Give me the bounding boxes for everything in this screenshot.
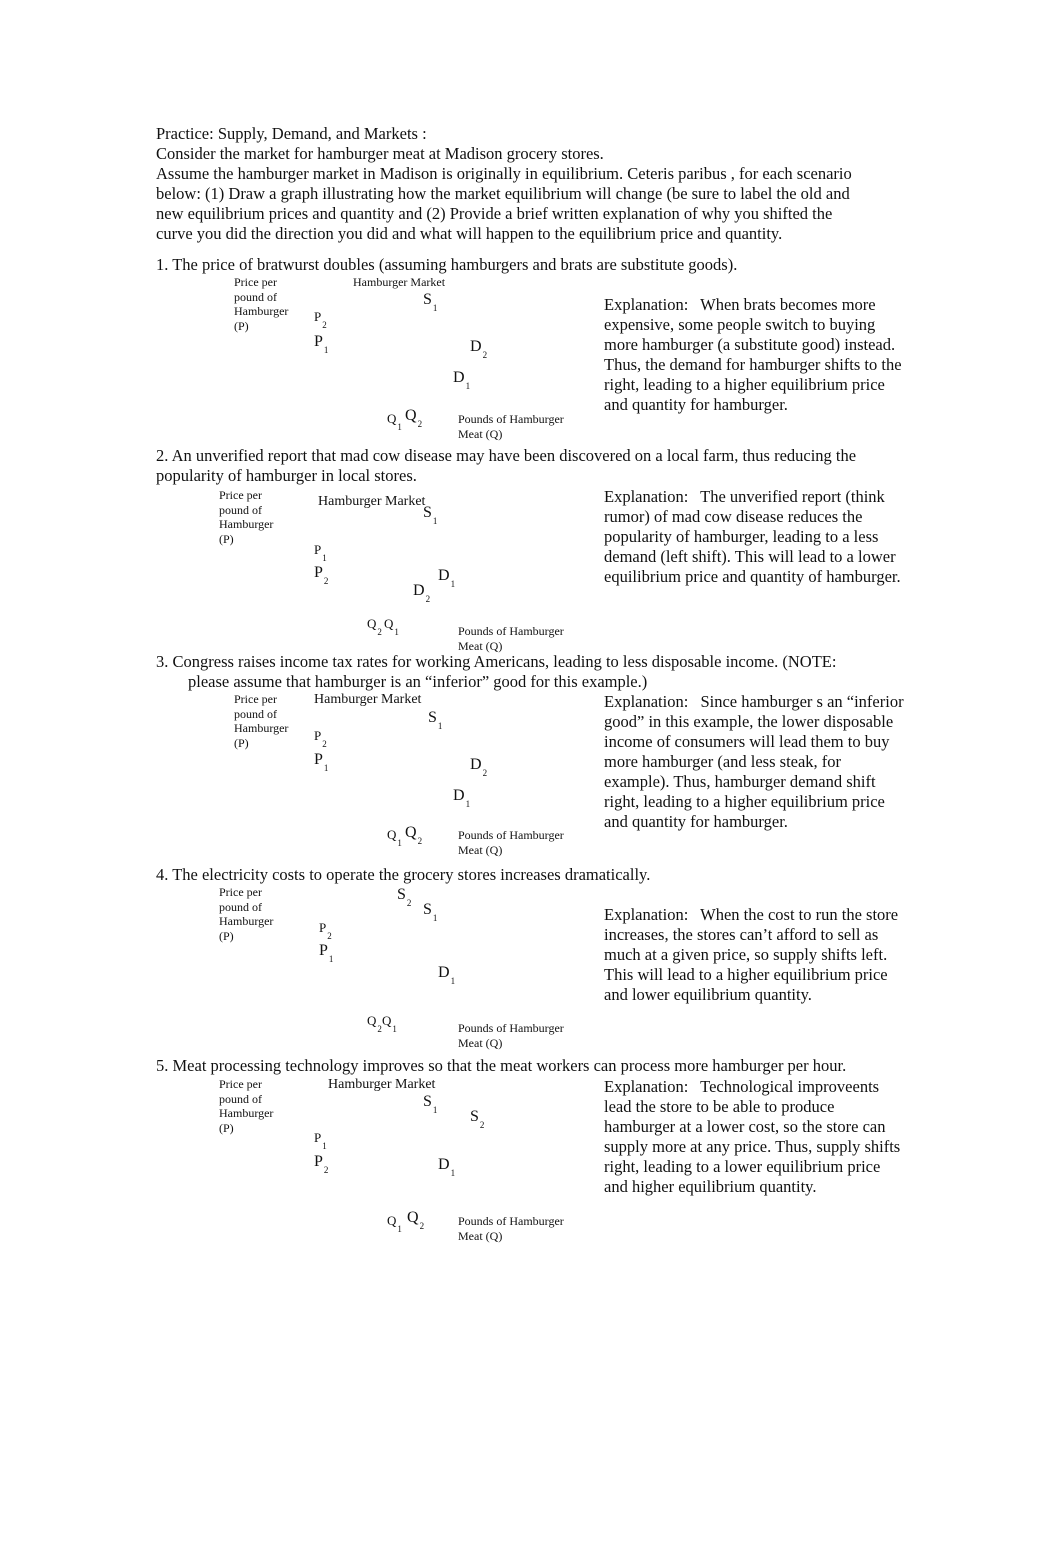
price-axis-label: Price per pound of Hamburger (P)	[219, 488, 274, 546]
supply-label-s1: $S_1$	[423, 901, 438, 923]
demand-label-d2: $D_2$	[470, 338, 488, 360]
question-1-prompt: 1. The price of bratwurst doubles (assuming hamburgers and brats are substitute goods).	[156, 255, 738, 274]
quantity-label-q1: $Q_1$	[387, 1213, 402, 1234]
intro-line-2: Assume the hamburger market in Madison is originally in equilibrium. Ceteris paribus , for each scenario	[156, 164, 852, 183]
intro-line-3: below: (1) Draw a graph illustrating how the market equilibrium will change (be sure to label the old and	[156, 184, 850, 203]
price-label-p2: $P_2$	[314, 309, 327, 330]
graph-title: Hamburger Market	[318, 494, 426, 509]
question-1-explanation: Explanation: When brats becomes more expensive, some people switch to buying more hamburger (a substitute good) instead. Thus, the demand for hamburger shifts to the right, leading to a higher equilibrium price and quantity for hamburger.	[604, 295, 902, 414]
quantity-axis-label: Pounds of Hamburger Meat (Q)	[458, 412, 564, 441]
price-axis-label: Price per pound of Hamburger (P)	[219, 885, 274, 943]
graph-title: Hamburger Market	[328, 1077, 436, 1092]
quantity-label-q1: $Q_1$	[384, 616, 399, 637]
price-label-p1: $P_1$	[314, 542, 327, 563]
quantity-axis-label: Pounds of Hamburger Meat (Q)	[458, 624, 564, 653]
question-4-prompt: 4. The electricity costs to operate the grocery stores increases dramatically.	[156, 865, 651, 884]
price-label-p2: $P_2$	[314, 564, 329, 586]
question-3-prompt-line-1: 3. Congress raises income tax rates for working Americans, leading to less disposable income. (NOTE:	[156, 652, 837, 671]
quantity-label-q2: $Q_2$	[407, 1209, 425, 1231]
price-label-p1: $P_1$	[314, 751, 329, 773]
question-2-prompt-line-2: popularity of hamburger in local stores.	[156, 466, 417, 485]
quantity-label-q2: $Q_2$	[405, 407, 423, 429]
supply-label-s1: $S_1$	[423, 504, 438, 526]
quantity-label-q1: $Q_1$	[387, 827, 402, 848]
demand-label-d1: $D_1$	[453, 369, 471, 391]
question-3-prompt-line-2: please assume that hamburger is an “inferior” good for this example.)	[188, 672, 648, 691]
price-axis-label: Price per pound of Hamburger (P)	[234, 275, 289, 333]
demand-label-d2: $D_2$	[413, 582, 431, 604]
supply-label-s1: $S_1$	[423, 1093, 438, 1115]
quantity-label-q2: $Q_2$	[367, 1013, 382, 1034]
intro-line-4: new equilibrium prices and quantity and (2) Provide a brief written explanation of why you shifted the	[156, 204, 833, 223]
question-4-explanation: Explanation: When the cost to run the store increases, the stores can’t afford to sell as much at a given price, so supply shifts left. This will lead to a higher equilibrium price and lower equilibrium quantity.	[604, 905, 899, 1004]
quantity-label-q2: $Q_2$	[367, 616, 382, 637]
price-label-p2: $P_2$	[314, 728, 327, 749]
supply-label-s1: $S_1$	[423, 291, 438, 313]
demand-label-d1: $D_1$	[438, 567, 456, 589]
demand-label-d1: $D_1$	[438, 1156, 456, 1178]
question-5-explanation: Explanation: Technological improveents lead the store to be able to produce hamburger at a lower cost, so the store can supply more at any price. Thus, supply shifts right, leading to a lower equilibrium price and higher equilibrium quantity.	[604, 1077, 901, 1196]
question-5-prompt: 5. Meat processing technology improves so that the meat workers can process more hamburger per hour.	[156, 1056, 847, 1075]
question-2-explanation: Explanation: The unverified report (think rumor) of mad cow disease reduces the popularity of hamburger, leading to a less demand (left shift). This will lead to a lower equilibrium price and quantity of hamburger.	[604, 487, 901, 586]
price-axis-label: Price per pound of Hamburger (P)	[219, 1077, 274, 1135]
supply-label-s2: $S_2$	[397, 886, 412, 908]
quantity-label-q1: $Q_1$	[382, 1013, 397, 1034]
quantity-label-q1: $Q_1$	[387, 411, 402, 432]
price-label-p1: $P_1$	[314, 333, 329, 355]
demand-label-d2: $D_2$	[470, 756, 488, 778]
price-label-p1: $P_1$	[314, 1130, 327, 1151]
price-label-p2: $P_2$	[319, 920, 332, 941]
question-3-explanation: Explanation: Since hamburger s an “inferior good” in this example, the lower disposable income of consumers will lead them to buy more hamburger (and less steak, for example). Thus, hamburger demand shift right, leading to a higher equilibrium price and quantity for hamburger.	[604, 692, 904, 831]
intro-line-5: curve you did the direction you did and what will happen to the equilibrium price and quantity.	[156, 224, 783, 243]
demand-label-d1: $D_1$	[438, 964, 456, 986]
demand-label-d1: $D_1$	[453, 787, 471, 809]
page-title: Practice: Supply, Demand, and Markets :	[156, 124, 427, 143]
graph-title: Hamburger Market	[314, 692, 422, 707]
supply-label-s2: $S_2$	[470, 1108, 485, 1130]
price-label-p2: $P_2$	[314, 1153, 329, 1175]
graph-title: Hamburger Market	[353, 275, 446, 289]
question-2-prompt-line-1: 2. An unverified report that mad cow disease may have been discovered on a local farm, thus reducing the	[156, 446, 857, 465]
intro-line-1: Consider the market for hamburger meat at Madison grocery stores.	[156, 144, 604, 163]
quantity-axis-label: Pounds of Hamburger Meat (Q)	[458, 1214, 564, 1243]
quantity-axis-label: Pounds of Hamburger Meat (Q)	[458, 1021, 564, 1050]
quantity-label-q2: $Q_2$	[405, 824, 423, 846]
price-label-p1: $P_1$	[319, 942, 334, 964]
supply-label-s1: $S_1$	[428, 709, 443, 731]
quantity-axis-label: Pounds of Hamburger Meat (Q)	[458, 828, 564, 857]
price-axis-label: Price per pound of Hamburger (P)	[234, 692, 289, 750]
